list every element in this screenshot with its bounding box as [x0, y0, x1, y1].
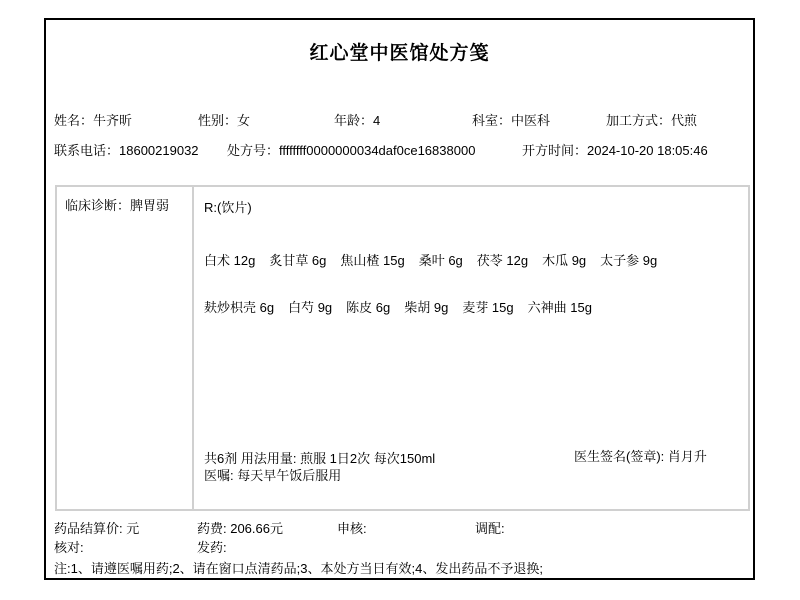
patient-name: 姓名：牛齐昕 [54, 113, 133, 128]
doctor-advice: 医嘱: 每天早午饭后服用 [204, 468, 342, 483]
prescription-time: 开方时间：2024-10-20 18:05:46 [522, 143, 708, 158]
dispense-field: 发药: [197, 540, 227, 555]
clinical-diagnosis: 临床诊断：脾胃弱 [65, 198, 170, 213]
herb-item: 焦山楂 15g [340, 253, 405, 268]
herb-item: 柴胡 9g [404, 300, 449, 315]
diagnosis-divider [192, 187, 194, 509]
herb-line [204, 297, 606, 316]
page-title: 红心堂中医馆处方笺 [309, 43, 490, 64]
herb-item: 木瓜 9g [542, 253, 587, 268]
herb-item: 麦芽 15g [462, 300, 514, 315]
doctor-signature: 医生签名(签章): 肖月升 [574, 449, 707, 464]
footer-note: 注:1、请遵医嘱用药;2、请在窗口点清药品;3、本处方当日有效;4、发出药品不予退换; [54, 561, 543, 576]
contact-phone: 联系电话：18600219032 [54, 143, 199, 158]
herb-item: 太子参 9g [600, 253, 658, 268]
herb-item: 桑叶 6g [418, 253, 463, 268]
prescription-body [55, 185, 750, 511]
blend-field: 调配: [475, 521, 505, 536]
medicine-fee: 药费: 206.66元 [197, 521, 283, 536]
settle-price: 药品结算价: 元 [54, 521, 140, 536]
processing-method: 加工方式：代煎 [606, 113, 698, 128]
herb-item: 陈皮 6g [346, 300, 391, 315]
herb-item: 麸炒枳壳 6g [204, 300, 275, 315]
herb-item: 白芍 9g [288, 300, 333, 315]
review-field: 申核: [337, 521, 367, 536]
herb-line [204, 250, 671, 269]
check-field: 核对: [54, 540, 84, 555]
prescription-sheet [44, 18, 755, 580]
herb-item: 炙甘草 6g [269, 253, 327, 268]
usage-dosage: 共6剂 用法用量: 煎服 1日2次 每次150ml [204, 451, 436, 466]
patient-age: 年龄：4 [334, 113, 381, 128]
herb-item: 六神曲 15g [527, 300, 592, 315]
herb-item: 白术 12g [204, 253, 256, 268]
rx-header: R:(饮片) [204, 200, 252, 215]
patient-gender: 性别：女 [198, 113, 251, 128]
herb-item: 茯苓 12g [476, 253, 529, 268]
department: 科室：中医科 [472, 113, 551, 128]
prescription-number: 处方号：ffffffff0000000034daf0ce16838000 [227, 143, 476, 158]
